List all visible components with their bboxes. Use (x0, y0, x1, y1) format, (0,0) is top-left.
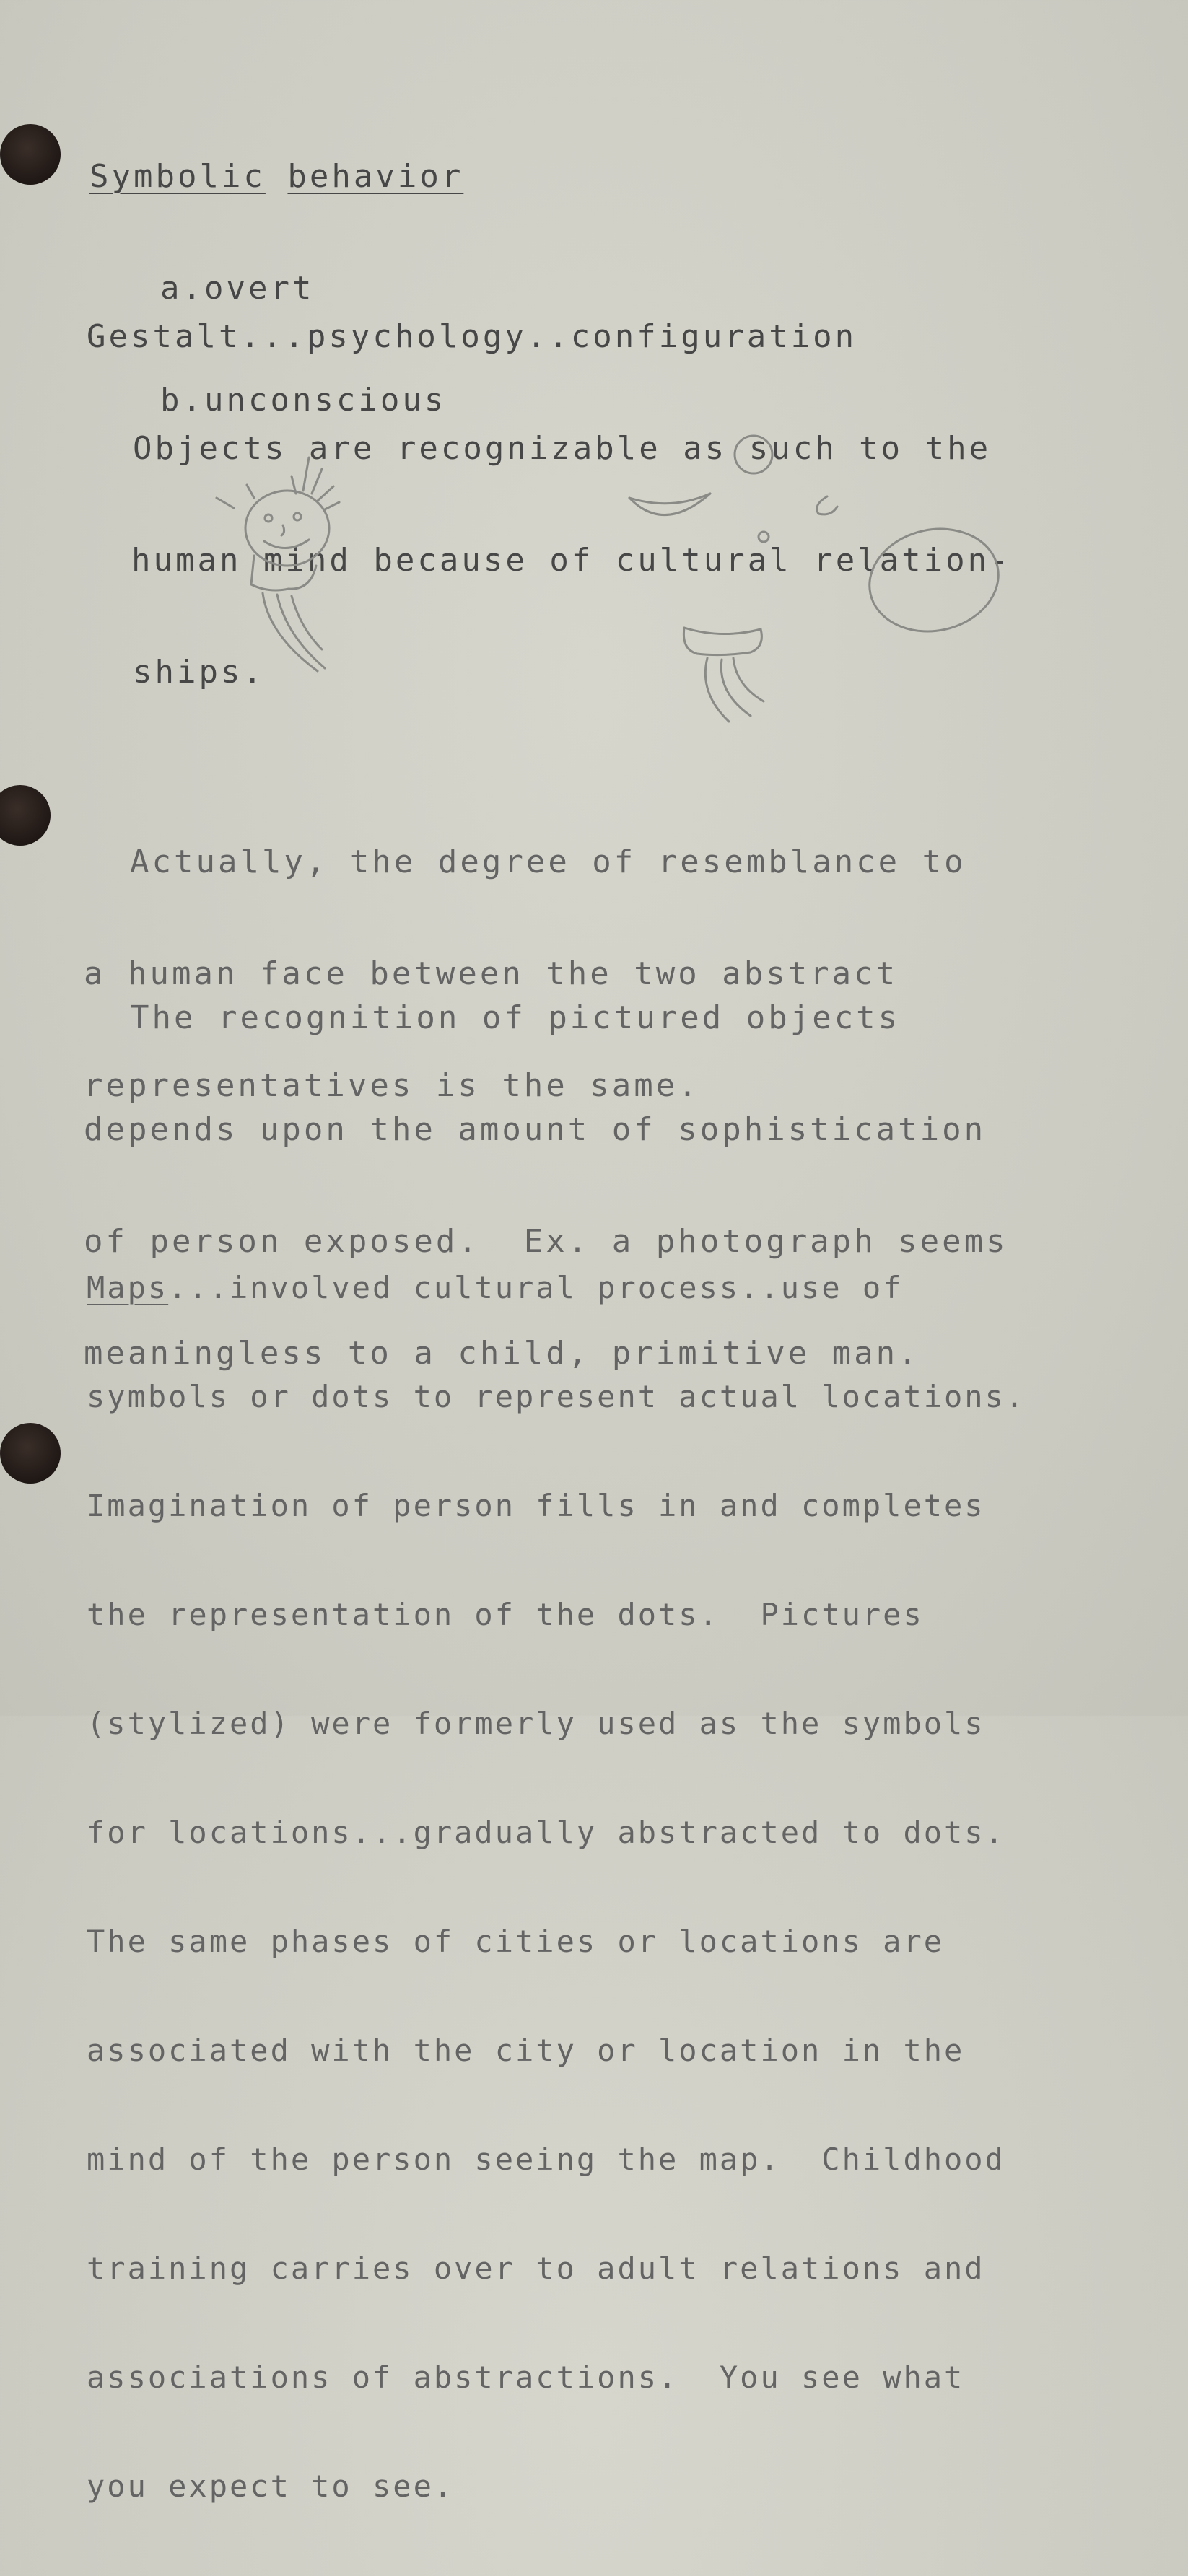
text-line: The recognition of pictured objects (130, 999, 901, 1036)
face-sketches (0, 0, 1188, 765)
abstract-face-drawing (629, 436, 1008, 722)
text-line: meaningless to a child, primitive man. (84, 1335, 920, 1372)
text-line: ships. (133, 654, 265, 691)
text-line: associated with the city or location in the (87, 2033, 965, 2068)
text-line: (stylized) were formerly used as the symbols (87, 1706, 985, 1741)
list-item: b.unconscious (160, 382, 447, 419)
text-line: you expect to see. (87, 2468, 455, 2504)
heading-word: behavior (287, 158, 464, 195)
text-line: a human face between the two abstract (84, 955, 899, 992)
text-line: symbols or dots to represent actual locations. (87, 1379, 1026, 1414)
section-heading: Maps (87, 1270, 169, 1305)
text-line: Actually, the degree of resemblance to (130, 844, 966, 880)
text-line: training carries over to adult relations and (87, 2251, 985, 2286)
text-fragment: ...involved cultural process..use of (168, 1270, 904, 1305)
maps-section (87, 1198, 1026, 2576)
binder-hole (0, 1423, 61, 1484)
text-line: human mind because of cultural relation- (131, 542, 1012, 579)
text-line: associations of abstractions. You see what (87, 2360, 965, 2395)
binder-hole (0, 785, 51, 846)
text-line: of person exposed. Ex. a photograph seems (84, 1223, 1008, 1260)
text-line: the representation of the dots. Pictures (87, 1597, 924, 1632)
list-item: a.overt (160, 270, 315, 307)
text-line: depends upon the amount of sophistication (84, 1111, 987, 1148)
text-line: Imagination of person fills in and completes (87, 1488, 985, 1523)
text-line: for locations...gradually abstracted to dots. (87, 1815, 1005, 1850)
text-line: Gestalt...psychology..configuration (87, 318, 857, 355)
text-line: representatives is the same. (84, 1067, 700, 1104)
complete-face-drawing (217, 457, 339, 671)
heading-word: Symbolic (89, 158, 266, 195)
text-line: The same phases of cities or locations are (87, 1924, 945, 1959)
text-line: Objects are recognizable as such to the (133, 430, 992, 467)
text-line: mind of the person seeing the map. Childhood (87, 2142, 1005, 2177)
text-line (87, 1269, 1026, 1307)
